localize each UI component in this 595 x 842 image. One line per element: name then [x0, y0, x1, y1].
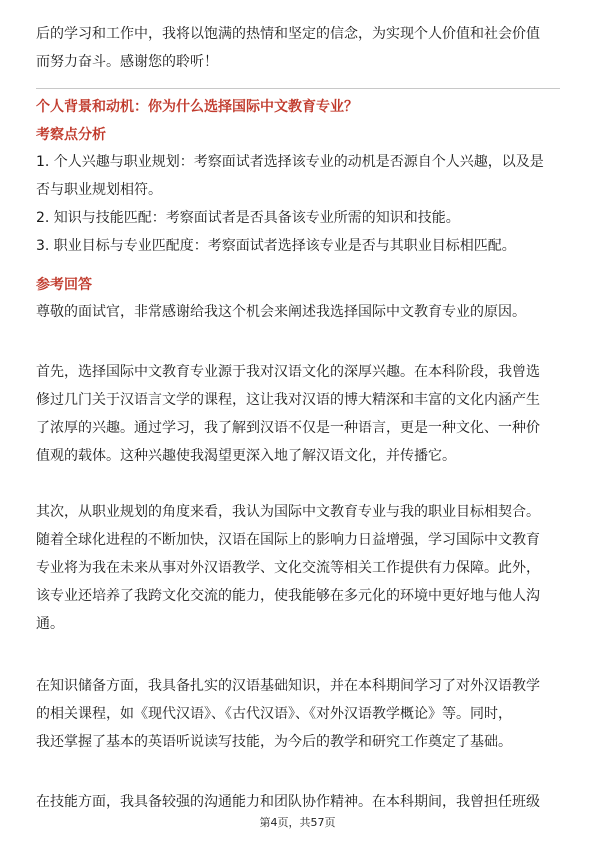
text-line: 专业将为我在未来从事对外汉语教学、文化交流等相关工作提供有力保障。此外， [36, 560, 540, 576]
text-line: 随着全球化进程的不断加快，汉语在国际上的影响力日益增强，学习国际中文教育 [36, 532, 540, 548]
text-line: 通。 [36, 616, 64, 632]
text-line: 修过几门关于汉语言文学的课程，这让我对汉语的博大精深和丰富的文化内涵产生 [36, 392, 540, 408]
answer-paragraph-interest [36, 358, 560, 470]
intro-closing-paragraph [36, 20, 560, 76]
text-line: 的相关课程，如《现代汉语》、《古代汉语》、《对外汉语教学概论》等。同时， [36, 706, 512, 722]
section-divider [36, 88, 560, 89]
analysis-points [36, 148, 560, 260]
text-line: 在技能方面，我具备较强的沟通能力和团队协作精神。在本科期间，我曾担任班级 [36, 794, 540, 810]
text-line: 值观的载体。这种兴趣使我渴望更深入地了解汉语文化，并传播它。 [36, 448, 456, 464]
text-line: 该专业还培养了我跨文化交流的能力，使我能够在多元化的环境中更好地与他人沟 [36, 588, 540, 604]
answer-paragraph-career [36, 498, 560, 638]
question-heading: 个人背景和动机：你为什么选择国际中文教育专业？ [36, 99, 358, 115]
analysis-point: 否与职业规划相符。 [36, 182, 162, 198]
text-line: 了浓厚的兴趣。通过学习，我了解到汉语不仅是一种语言，更是一种文化、一种价 [36, 420, 540, 436]
text-line: 首先，选择国际中文教育专业源于我对汉语文化的深厚兴趣。在本科阶段，我曾选 [36, 364, 540, 380]
text-line: 而努力奋斗。感谢您的聆听！ [36, 54, 218, 70]
page-number-footer: 第4页，共57页 [259, 816, 336, 829]
answer-paragraph-skills [36, 788, 560, 816]
answer-opening [36, 298, 560, 326]
text-line: 在知识储备方面，我具备扎实的汉语基础知识，并在本科期间学习了对外汉语教学 [36, 678, 540, 694]
analysis-point: 2. 知识与技能匹配：考察面试者是否具备该专业所需的知识和技能。 [36, 210, 460, 226]
answer-heading: 参考回答 [36, 277, 92, 293]
text-line: 我还掌握了基本的英语听说读写技能，为今后的教学和研究工作奠定了基础。 [36, 734, 512, 750]
text-line: 后的学习和工作中，我将以饱满的热情和坚定的信念，为实现个人价值和社会价值 [36, 26, 540, 42]
analysis-point: 1. 个人兴趣与职业规划：考察面试者选择该专业的动机是否源自个人兴趣，以及是 [36, 154, 544, 170]
answer-paragraph-knowledge [36, 672, 560, 756]
text-line: 其次，从职业规划的角度来看，我认为国际中文教育专业与我的职业目标相契合。 [36, 504, 540, 520]
text-line: 尊敬的面试官，非常感谢给我这个机会来阐述我选择国际中文教育专业的原因。 [36, 304, 526, 320]
analysis-point: 3. 职业目标与专业匹配度：考察面试者选择该专业是否与其职业目标相匹配。 [36, 238, 516, 254]
analysis-heading: 考察点分析 [36, 127, 106, 143]
